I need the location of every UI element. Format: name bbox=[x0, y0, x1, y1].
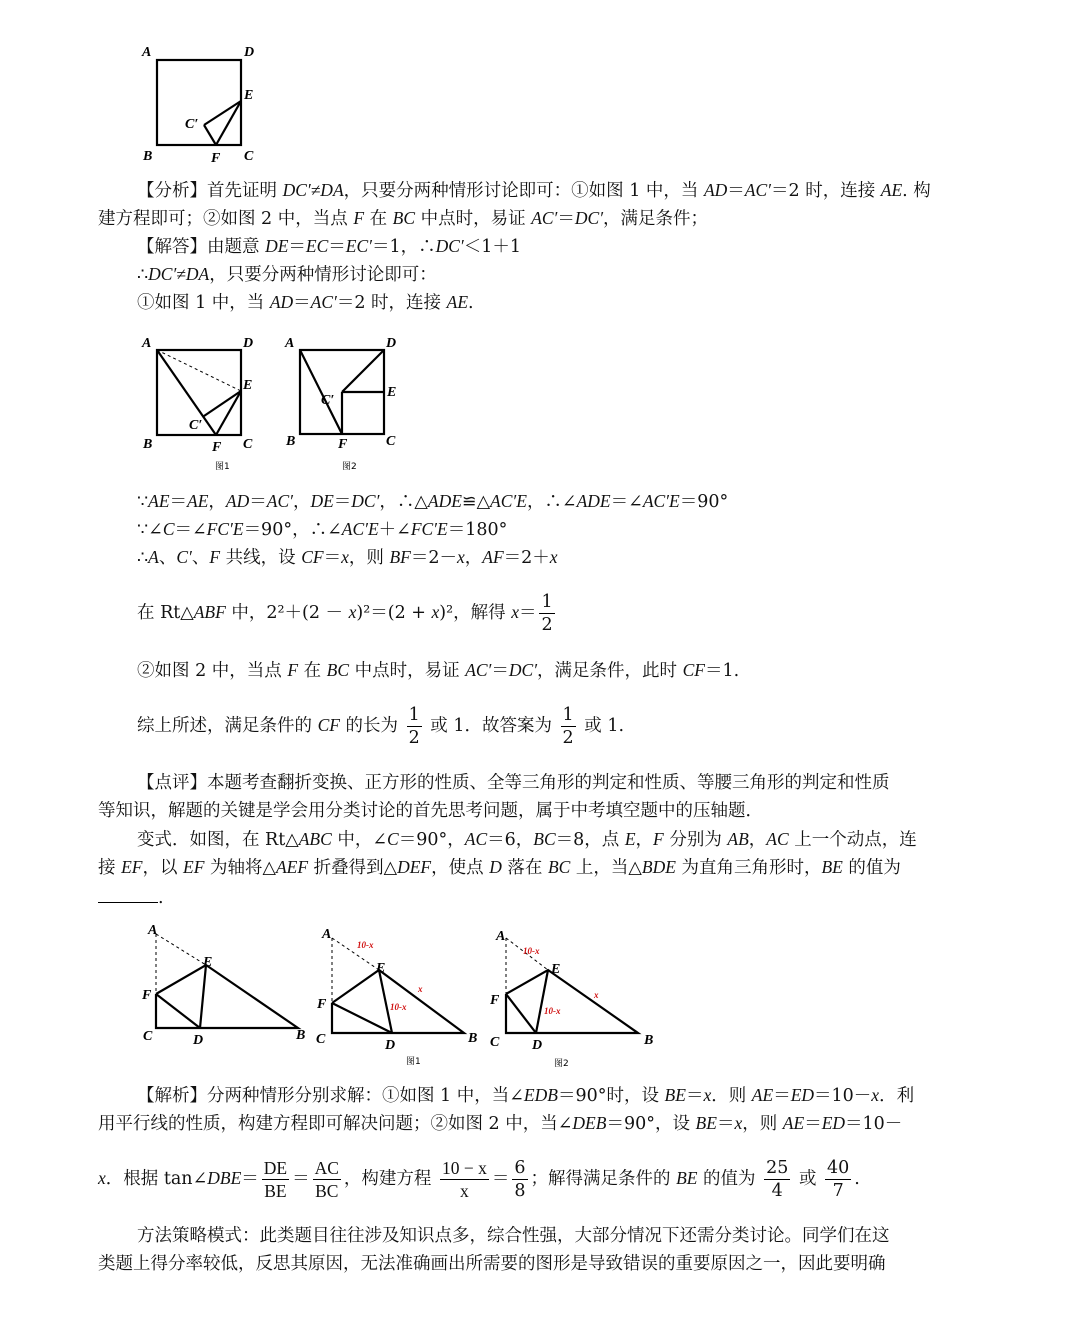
figure-square-top-svg bbox=[140, 40, 270, 170]
label-ae-length: 10-x bbox=[357, 940, 374, 950]
fraction-40-7: $\frac{40}{7}$ bbox=[827, 1158, 850, 1201]
strategy-line-2: 类题上得分率较低，反思其原因，无法准确画出所需要的图形是导致错误的重要原因之一，因此要明确 bbox=[98, 1254, 886, 1274]
figure-triangle-2-svg bbox=[488, 920, 668, 1070]
answer-blank bbox=[98, 884, 158, 903]
point-label-a: A bbox=[322, 927, 332, 942]
figure-triangle-1-svg bbox=[314, 920, 494, 1070]
point-label-b: B bbox=[644, 1033, 654, 1048]
fraction-de-be: $\frac{DE}{BE}$ bbox=[263, 1158, 288, 1201]
equation-line: 在 Rt△ABF 中，2²＋(2 － x)²＝(2 + x)²，解得 x＝ $\frac{1}{2}$ bbox=[137, 592, 553, 635]
label-be-length: x bbox=[594, 990, 599, 1000]
point-label-d: D bbox=[193, 1033, 204, 1048]
case2-line: ②如图 2 中，当点 F 在 BC 中点时，易证 AC′＝DC′，满足条件，此时 CF＝1. bbox=[137, 660, 740, 681]
segment-fd bbox=[506, 994, 536, 1033]
answer-line-3: ①如图 1 中，当 AD＝AC′＝2 时，连接 AE. bbox=[137, 292, 474, 313]
point-label-d: D bbox=[244, 45, 255, 60]
point-label-f: F bbox=[317, 997, 327, 1012]
point-label-e: E bbox=[387, 385, 397, 400]
segment-ec1 bbox=[204, 101, 241, 125]
analysis-line-1: 【分析】首先证明 DC′≠DA，只要分两种情形讨论即可：①如图 1 中，当 AD＝AC′＝2 时，连接 AE. 构 bbox=[137, 180, 931, 201]
point-label-c1: C′ bbox=[185, 117, 199, 132]
segment-af bbox=[157, 350, 216, 435]
proof-line-3: ∴A、C′、F 共线，设 CF＝x，则 BF＝2－x，AF＝2＋x bbox=[137, 547, 558, 568]
point-label-f: F bbox=[490, 993, 500, 1008]
segment-ed bbox=[536, 970, 548, 1033]
point-label-d: D bbox=[532, 1038, 543, 1053]
solution-line-2: 用平行线的性质，构建方程即可解决问题；②如图 2 中，当∠DEB＝90°，设 BE＝x，则 AE＝ED＝10－ bbox=[98, 1113, 903, 1134]
proof-line-2: ∵∠C＝∠FC′E＝90°，∴∠AC′E＋∠FC′E＝180° bbox=[137, 519, 508, 540]
segment-fd bbox=[332, 1003, 392, 1033]
fraction-ac-bc: $\frac{AC}{BC}$ bbox=[314, 1158, 339, 1201]
figure-triangle-0 bbox=[138, 920, 318, 1050]
point-label-d: D bbox=[386, 336, 397, 351]
segment-ae-dashed bbox=[157, 350, 241, 391]
figure-caption: 图1 bbox=[406, 1057, 421, 1067]
segment-c1f bbox=[204, 125, 216, 145]
label-be-length: x bbox=[418, 984, 423, 994]
point-label-c: C bbox=[490, 1035, 500, 1050]
point-label-a: A bbox=[285, 336, 295, 351]
point-label-f: F bbox=[211, 151, 221, 166]
point-label-c: C bbox=[386, 434, 396, 449]
point-label-e: E bbox=[551, 962, 561, 977]
point-label-e: E bbox=[203, 955, 213, 970]
figure-caption: 图2 bbox=[554, 1059, 569, 1069]
figure-triangle-0-svg bbox=[138, 920, 318, 1050]
figure-triangle-1 bbox=[314, 920, 494, 1070]
point-label-b: B bbox=[143, 437, 153, 452]
variant-line-2: 接 EF，以 EF 为轴将△AEF 折叠得到△DEF，使点 D 落在 BC 上，当△BDE 为直角三角形时，BE 的值为 bbox=[98, 857, 901, 878]
figure-square-2 bbox=[283, 333, 413, 473]
segment-dc1 bbox=[342, 350, 384, 392]
fraction-10x-x: $\frac{10 - x}{x}$ bbox=[441, 1158, 487, 1201]
point-label-b: B bbox=[468, 1031, 478, 1046]
comment-line-1: 【点评】本题考查翻折变换、正方形的性质、全等三角形的判定和性质、等腰三角形的判定和性质 bbox=[137, 773, 890, 793]
point-label-e: E bbox=[244, 88, 254, 103]
fraction-one-half-b: $\frac{1}{2}$ bbox=[562, 705, 574, 748]
segment-ae-dashed bbox=[156, 934, 206, 965]
point-label-c: C bbox=[316, 1032, 326, 1047]
segment-ef bbox=[216, 391, 241, 435]
point-label-b: B bbox=[286, 434, 296, 449]
figure-caption: 图1 bbox=[215, 462, 230, 472]
solution-line-1: 【解析】分两种情形分别求解：①如图 1 中，当∠EDB＝90°时，设 BE＝x．则 AE＝ED＝10－x．利 bbox=[137, 1085, 915, 1106]
figure-square-1 bbox=[140, 333, 270, 473]
answer-line-1: 【解答】由题意 DE＝EC＝EC′＝1，∴DC′＜1＋1 bbox=[137, 236, 522, 257]
summary-line: 综上所述，满足条件的 CF 的长为 $\frac{1}{2}$ 或 1．故答案为 $\frac{1}{2}$ 或 1. bbox=[137, 705, 625, 748]
pentagon-fcbe bbox=[506, 970, 638, 1033]
point-label-a: A bbox=[142, 45, 152, 60]
point-label-f: F bbox=[338, 437, 348, 452]
point-label-a: A bbox=[142, 336, 152, 351]
point-label-b: B bbox=[296, 1028, 306, 1043]
point-label-c: C bbox=[143, 1029, 153, 1044]
point-label-e: E bbox=[376, 961, 386, 976]
figure-square-top bbox=[140, 40, 270, 170]
label-ed-length: 10-x bbox=[544, 1006, 561, 1016]
point-label-d: D bbox=[385, 1038, 396, 1053]
variant-line-3: . bbox=[98, 884, 164, 912]
point-label-c1: C′ bbox=[321, 393, 335, 408]
pentagon-fcbe bbox=[156, 965, 298, 1028]
point-label-b: B bbox=[143, 149, 153, 164]
figure-square-2-svg bbox=[283, 333, 413, 473]
fraction-6-8: $\frac{6}{8}$ bbox=[514, 1158, 526, 1201]
label-ae-length: 10-x bbox=[523, 946, 540, 956]
figure-square-1-svg bbox=[140, 333, 270, 473]
segment-ed bbox=[200, 965, 206, 1028]
segment-ef bbox=[216, 101, 241, 145]
solution-line-3: x．根据 tan∠DBE＝ $\frac{DE}{BE}$ ＝ $\frac{AC}{BC}$ ，构建方程 $\frac{10 - x}{x}$ ＝ $\frac{6}{8}$ ；解得满足条件的 BE 的值为 $\frac{25}{4}$ 或 $\frac{40}{7}$ . bbox=[98, 1158, 860, 1201]
comment-line-2: 等知识，解题的关键是学会用分类讨论的首先思考问题，属于中考填空题中的压轴题． bbox=[98, 801, 763, 821]
point-label-c: C bbox=[243, 437, 253, 452]
square-abcd bbox=[157, 60, 241, 145]
point-label-d: D bbox=[243, 336, 254, 351]
proof-line-1: ∵AE＝AE，AD＝AC′，DE＝DC′，∴△ADE≌△AC′E，∴∠ADE＝∠AC′E＝90° bbox=[137, 491, 729, 512]
segment-ec1 bbox=[204, 391, 241, 416]
fraction-one-half-a: $\frac{1}{2}$ bbox=[408, 705, 420, 748]
segment-af bbox=[300, 350, 342, 434]
point-label-f: F bbox=[142, 988, 152, 1003]
point-label-c: C bbox=[244, 149, 254, 164]
figure-triangle-2 bbox=[488, 920, 668, 1070]
analysis-line-2: 建方程即可；②如图 2 中，当点 F 在 BC 中点时，易证 AC′＝DC′，满足条件； bbox=[98, 208, 709, 229]
figure-caption: 图2 bbox=[342, 462, 357, 472]
point-label-f: F bbox=[212, 440, 222, 455]
point-label-e: E bbox=[243, 378, 253, 393]
point-label-a: A bbox=[148, 923, 158, 938]
label-ed-length: 10-x bbox=[390, 1002, 407, 1012]
segment-fd bbox=[156, 994, 200, 1028]
point-label-c1: C′ bbox=[189, 418, 203, 433]
fraction-one-half: $\frac{1}{2}$ bbox=[541, 592, 553, 635]
answer-line-2: ∴DC′≠DA，只要分两种情形讨论即可： bbox=[137, 264, 437, 285]
point-label-a: A bbox=[496, 929, 506, 944]
fraction-25-4: $\frac{25}{4}$ bbox=[766, 1158, 789, 1201]
variant-line-1: 变式．如图，在 Rt△ABC 中，∠C＝90°，AC＝6，BC＝8，点 E，F 分别为 AB，AC 上一个动点，连 bbox=[137, 829, 917, 850]
strategy-line-1: 方法策略模式：此类题目往往涉及知识点多，综合性强，大部分情况下还需分类讨论。同学们在这 bbox=[137, 1226, 890, 1246]
